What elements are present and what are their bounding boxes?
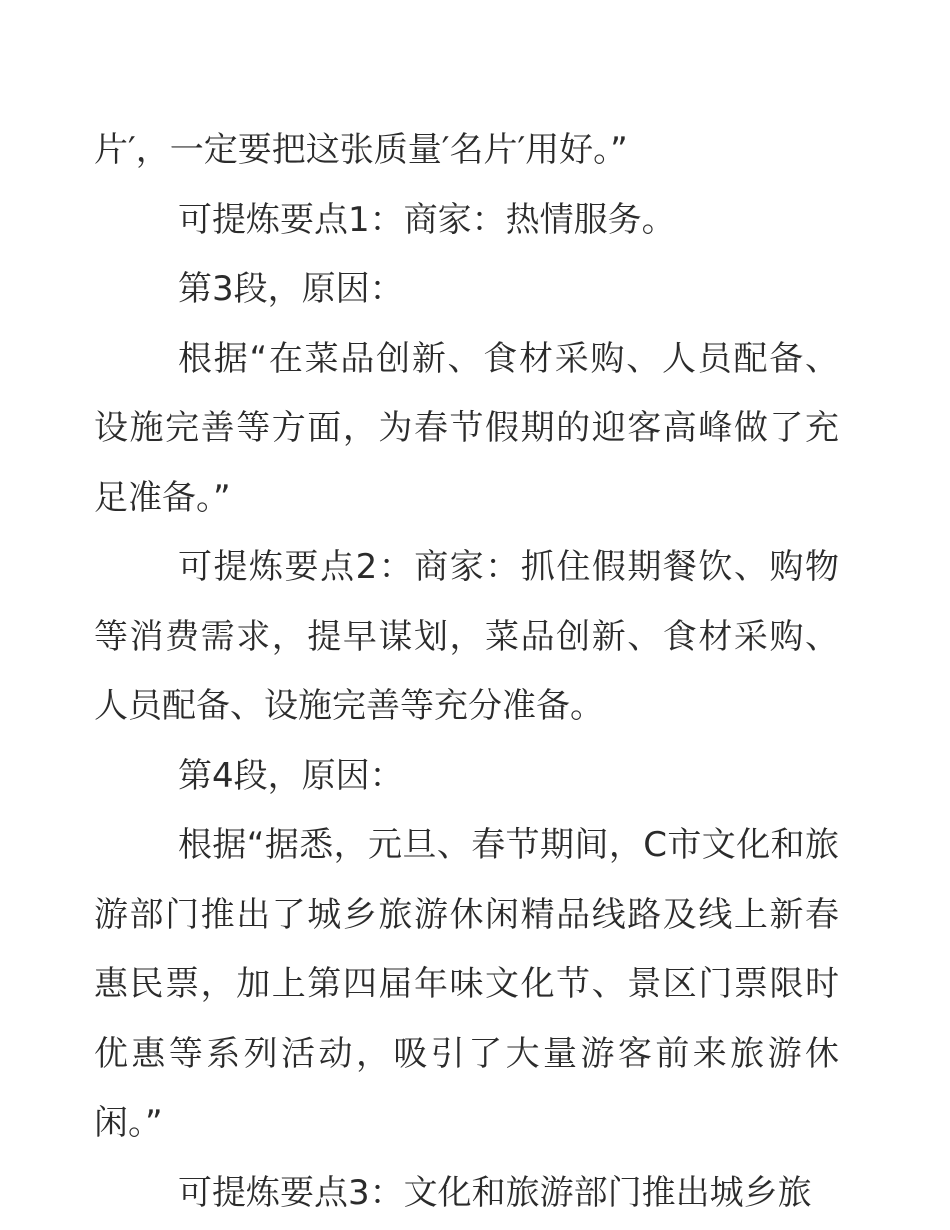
paragraph-section-4-heading: 第4段，原因： [178, 755, 404, 796]
paragraph-point-1: 可提炼要点1：商家：热情服务。 [178, 199, 676, 240]
paragraph-point-2: 可提炼要点2：商家：抓住假期餐饮、购物等消费需求，提早谋划，菜品创新、食材采购、人员配备、设施完善等充分准备。 [94, 547, 839, 726]
paragraph-point-3-partial: 可提炼要点3：文化和旅游部门推出城乡旅 [178, 1172, 812, 1213]
paragraph-section-3-heading: 第3段，原因： [178, 269, 404, 309]
paragraph-section-3-quote: 根据“在菜品创新、食材采购、人员配备、设施完善等方面，为春节假期的迎客高峰做了充足准备。” [94, 338, 839, 518]
document-body [94, 116, 839, 1213]
paragraph-continuation: 片′，一定要把这张质量′名片′用好。” [94, 130, 628, 170]
paragraph-section-4-quote: 根据“据悉，元旦、春节期间，C市文化和旅游部门推出了城乡旅游休闲精品线路及线上新春惠民票，加上第四届年味文化节、景区门票限时优惠等系列活动，吸引了大量游客前来旅游休闲。” [94, 825, 839, 1143]
